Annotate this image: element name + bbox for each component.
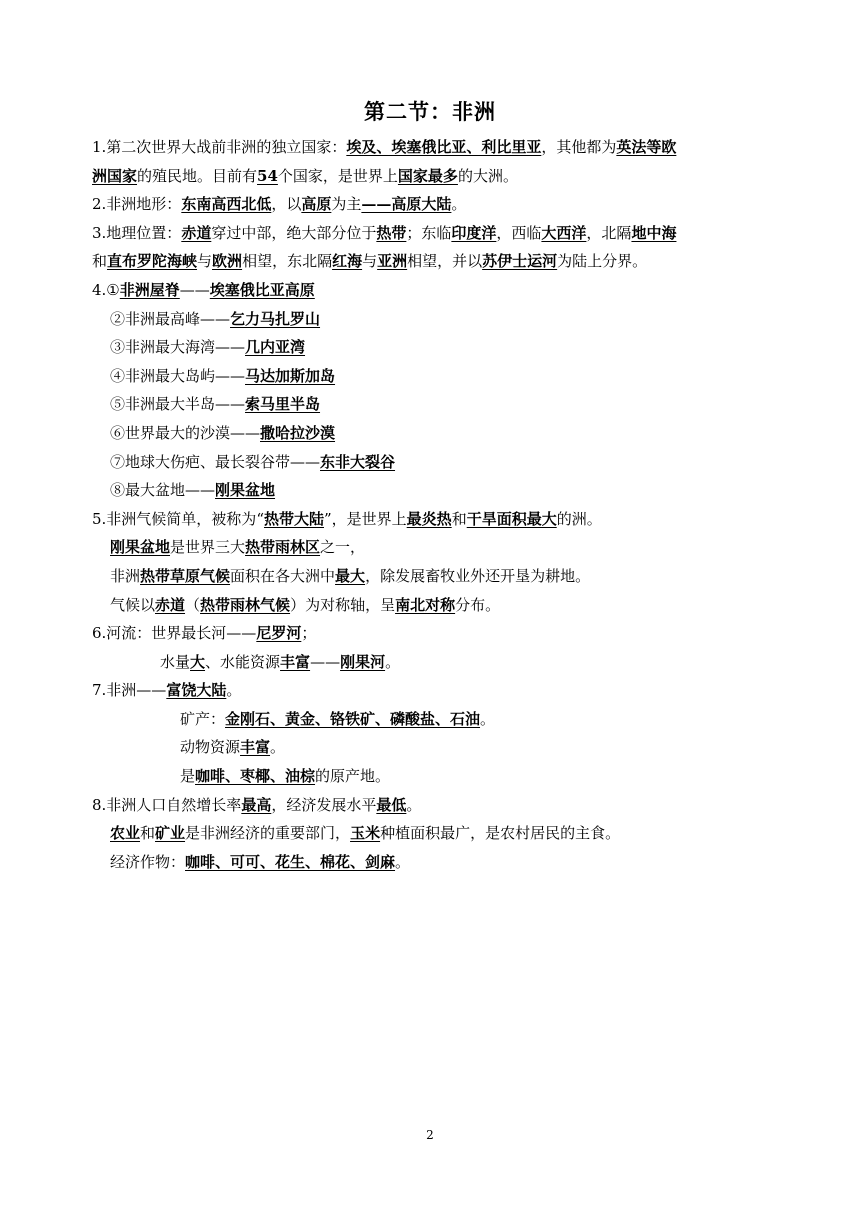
note-text: 、水能资源: [205, 652, 281, 671]
key-term: 金刚石、黄金、铬铁矿、磷酸盐、石油: [225, 709, 481, 728]
note-text: 。: [480, 709, 496, 728]
note-text: 非洲: [110, 566, 141, 585]
key-term: 高原: [301, 195, 332, 214]
note-text: 面积在各大洲中: [230, 566, 336, 585]
key-term: 玉米: [350, 824, 381, 843]
note-line: [92, 848, 782, 877]
page-number: 2: [426, 1128, 434, 1142]
key-term: 苏伊士运河: [482, 252, 558, 271]
note-text: ③非洲最大海湾——: [110, 338, 246, 357]
note-line: [92, 362, 782, 391]
key-term: 矿业: [155, 824, 186, 843]
key-term: 农业: [110, 824, 141, 843]
note-text: 与: [362, 252, 378, 271]
note-text: 分布。: [455, 595, 501, 614]
note-text: 个国家，是世界上: [277, 166, 398, 185]
note-text: ⑦地球大伤疤、最长裂谷带——: [110, 452, 321, 471]
note-text: ；东临: [406, 223, 452, 242]
note-text: ，经济发展水平: [271, 795, 377, 814]
key-term: 干旱面积最大: [466, 509, 557, 528]
note-line: [92, 390, 782, 419]
key-term: 54: [257, 166, 278, 185]
key-term: 咖啡、枣椰、油棕: [195, 767, 316, 786]
note-text: 的大洲。: [457, 166, 518, 185]
key-term: 欧洲: [212, 252, 243, 271]
key-term: 刚果河: [340, 652, 386, 671]
key-term: 非洲屋脊: [119, 280, 180, 299]
note-text: ，西临: [496, 223, 542, 242]
note-text: ）为对称轴，呈: [290, 595, 396, 614]
key-term: 丰富: [280, 652, 311, 671]
note-text: 气候以: [110, 595, 156, 614]
key-term: 刚果盆地: [215, 481, 276, 500]
note-text: 。: [451, 195, 467, 214]
note-line: [92, 448, 782, 477]
note-text: 的殖民地。目前有: [137, 166, 258, 185]
notes-body: [92, 133, 782, 876]
key-term: 东南高西北低: [181, 195, 272, 214]
note-text: 水量: [160, 652, 191, 671]
key-term: 最大: [335, 566, 366, 585]
note-line: [92, 676, 782, 705]
note-text: 。: [226, 681, 242, 700]
key-term: 埃及、埃塞俄比亚、利比里亚: [346, 138, 542, 156]
key-term: 大西洋: [541, 223, 587, 242]
note-text: 。: [406, 795, 422, 814]
note-line: [92, 562, 782, 591]
key-term: 热带大陆: [263, 509, 324, 528]
note-text: 和: [451, 509, 467, 528]
key-term: 乞力马扎罗山: [230, 309, 321, 328]
note-text: 。: [385, 652, 401, 671]
note-text: 的洲。: [556, 509, 602, 528]
note-line: [92, 619, 782, 648]
note-text: ，其他都为: [541, 138, 617, 156]
note-text: 相望，并以: [407, 252, 483, 271]
note-text: 为主: [331, 195, 362, 214]
key-term: 热带雨林区: [245, 538, 321, 557]
note-text: 的原产地。: [315, 767, 391, 786]
key-term: 英法等欧: [616, 138, 677, 156]
note-line: [92, 648, 782, 677]
note-text: 是: [180, 767, 196, 786]
note-line: [92, 247, 782, 276]
note-text: ”，是世界上: [324, 509, 407, 528]
note-line: [92, 505, 782, 534]
note-text: 2.非洲地形：: [92, 195, 182, 214]
note-text: 动物资源: [180, 738, 241, 757]
key-term: 洲国家: [92, 166, 138, 185]
key-term: 最炎热: [406, 509, 452, 528]
key-term: ——高原大陆: [361, 195, 452, 214]
note-text: ——: [310, 652, 341, 671]
note-line: [92, 162, 782, 191]
key-term: 热带草原气候: [140, 566, 231, 585]
note-text: 穿过中部，绝大部分位于: [211, 223, 377, 242]
key-term: 埃塞俄比亚高原: [209, 280, 315, 299]
key-term: 热带雨林气候: [200, 595, 291, 614]
note-text: 相望，东北隔: [242, 252, 333, 271]
note-text: 矿产：: [180, 709, 226, 728]
note-line: [92, 305, 782, 334]
note-line: [92, 791, 782, 820]
note-line: [92, 333, 782, 362]
note-text: 和: [92, 252, 108, 271]
note-line: [92, 219, 782, 248]
note-text: 4.①: [92, 280, 120, 299]
key-term: 红海: [332, 252, 363, 271]
note-text: 5.非洲气候简单，被称为“: [92, 509, 264, 528]
key-term: 最高: [241, 795, 272, 814]
key-term: 咖啡、可可、花生、棉花、剑麻: [185, 852, 396, 871]
note-text: 。: [395, 852, 411, 871]
note-text: 经济作物：: [110, 852, 186, 871]
key-term: 东非大裂谷: [320, 452, 396, 471]
note-text: ——: [179, 280, 210, 299]
note-line: [92, 276, 782, 305]
key-term: 南北对称: [395, 595, 456, 614]
note-line: [92, 705, 782, 734]
note-line: [92, 533, 782, 562]
key-term: 热带: [376, 223, 407, 242]
note-text: 为陆上分界。: [557, 252, 648, 271]
key-term: 地中海: [631, 223, 677, 242]
note-text: 种植面积最广，是农村居民的主食。: [380, 824, 621, 843]
note-text: ⑤非洲最大半岛——: [110, 395, 246, 414]
key-term: 最低: [376, 795, 407, 814]
note-line: [92, 733, 782, 762]
note-line: [92, 762, 782, 791]
note-text: ⑧最大盆地——: [110, 481, 216, 500]
note-line: [92, 190, 782, 219]
note-text: 。: [270, 738, 286, 757]
note-text: （: [185, 595, 201, 614]
note-text: 与: [197, 252, 213, 271]
note-line: [92, 476, 782, 505]
note-line: [92, 819, 782, 848]
key-term: 丰富: [240, 738, 271, 757]
note-text: ，北隔: [586, 223, 632, 242]
key-term: 几内亚湾: [245, 338, 306, 357]
key-term: 尼罗河: [256, 624, 302, 643]
key-term: 索马里半岛: [245, 395, 321, 414]
key-term: 大: [190, 652, 206, 671]
key-term: 直布罗陀海峡: [107, 252, 198, 271]
key-term: 赤道: [155, 595, 186, 614]
note-line: [92, 591, 782, 620]
note-text: ⑥世界最大的沙漠——: [110, 423, 261, 442]
note-text: ②非洲最高峰——: [110, 309, 231, 328]
key-term: 国家最多: [397, 166, 458, 185]
note-text: ④非洲最大岛屿——: [110, 366, 246, 385]
note-text: ，除发展畜牧业外还开垦为耕地。: [365, 566, 591, 585]
note-text: 1.第二次世界大战前非洲的独立国家：: [92, 138, 347, 156]
key-term: 印度洋: [451, 223, 497, 242]
key-term: 赤道: [181, 223, 212, 242]
note-text: 8.非洲人口自然增长率: [92, 795, 242, 814]
key-term: 亚洲: [377, 252, 408, 271]
note-text: ，以: [271, 195, 302, 214]
key-term: 刚果盆地: [110, 538, 171, 557]
key-term: 撒哈拉沙漠: [260, 423, 336, 442]
note-text: 3.地理位置：: [92, 223, 182, 242]
note-line: [92, 419, 782, 448]
note-text: 6.河流：世界最长河——: [92, 624, 257, 643]
note-text: ；: [301, 624, 317, 643]
note-text: 之一，: [320, 538, 366, 557]
note-line: [92, 133, 782, 162]
note-text: 是世界三大: [170, 538, 246, 557]
note-text: 和: [140, 824, 156, 843]
key-term: 富饶大陆: [166, 681, 227, 700]
note-text: 是非洲经济的重要部门，: [185, 824, 351, 843]
key-term: 马达加斯加岛: [245, 366, 336, 385]
note-text: 7.非洲——: [92, 681, 167, 700]
page-title: 第二节：非洲: [364, 100, 496, 124]
